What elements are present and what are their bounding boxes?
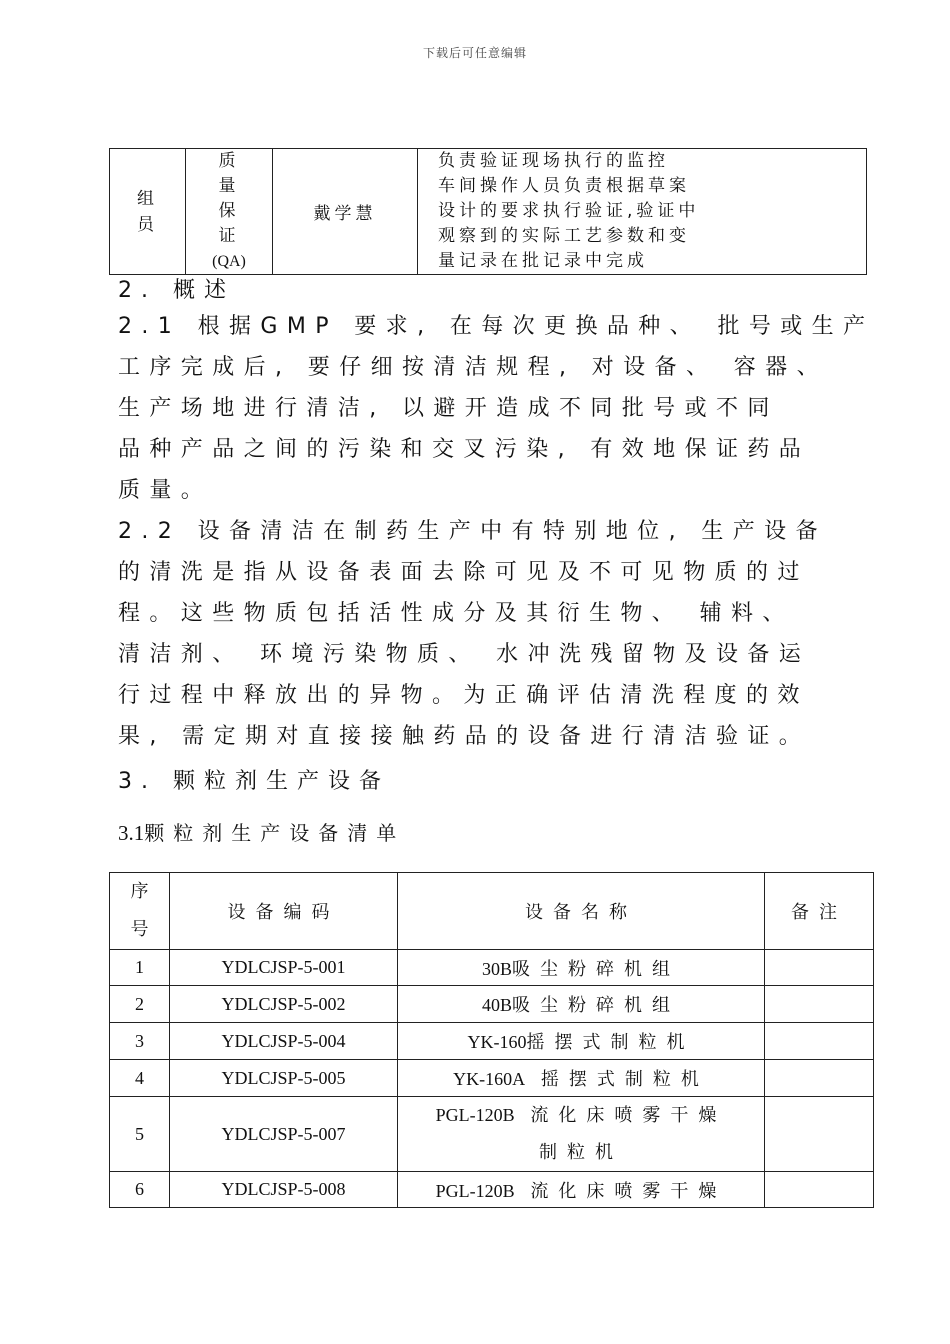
paragraph-line: 生产场地进行清洁, 以避开造成不同批号或不同 [118, 396, 779, 421]
table-row [110, 1023, 874, 1060]
paragraph-line: 工序完成后, 要仔细按清洁规程, 对设备、 容器、 [118, 355, 828, 380]
table-row [110, 1060, 874, 1097]
row-seq: 5 [110, 1097, 170, 1172]
row-name [398, 1172, 765, 1208]
row-note [765, 1097, 874, 1172]
paragraph-line: 质量。 [118, 478, 213, 503]
row-note [765, 950, 874, 986]
table-row [110, 1172, 874, 1208]
row-name [398, 986, 765, 1023]
table-row [110, 950, 874, 986]
row-model: YK-160A [453, 1069, 526, 1089]
row-code: YDLCJSP-5-004 [170, 1023, 398, 1060]
section-2-heading: 2. 概述 [118, 278, 235, 303]
qa-line: 质 [218, 151, 240, 171]
header-seq-line: 号 [130, 919, 149, 940]
row-model: 30B [481, 958, 512, 979]
row-name-line [398, 1097, 764, 1134]
header-seq-line: 序 [130, 881, 149, 902]
row-note [765, 1060, 874, 1097]
row-note [765, 1172, 874, 1208]
equipment-table [109, 872, 874, 1208]
row-model: YK-160 [467, 1032, 527, 1052]
paragraph-line: 的清洗是指从设备表面去除可见及不可见物质的过 [118, 560, 809, 585]
team-table [109, 148, 867, 275]
row-name [398, 950, 765, 986]
row-model: PGL-120B [435, 1180, 515, 1201]
table-row [110, 1097, 874, 1172]
qa-line: (QA) [212, 253, 246, 270]
table-row [110, 986, 874, 1023]
paragraph-line: 2.2 设备清洁在制药生产中有特别地位, 生产设备 [118, 519, 827, 544]
duty-line: 量记录在批记录中完成 [438, 251, 648, 271]
header-note: 备注 [765, 873, 874, 950]
role-line: 员 [137, 214, 158, 235]
duty-cell [418, 149, 867, 275]
row-model: PGL-120B [435, 1105, 515, 1125]
row-name-text: 吸尘粉碎机组 [512, 995, 680, 1016]
qa-cell [186, 149, 273, 275]
qa-line: 量 [218, 176, 240, 196]
row-code: YDLCJSP-5-007 [170, 1097, 398, 1172]
duty-line: 设计的要求执行验证,验证中 [438, 201, 700, 221]
paragraph-line: 果, 需定期对直接接触药品的设备进行清洁验证。 [118, 724, 811, 749]
section-3-1-title: 颗粒剂生产设备清单 [144, 821, 406, 845]
section-3-heading: 3. 颗粒剂生产设备 [118, 769, 390, 794]
row-seq: 3 [110, 1023, 170, 1060]
duty-line: 观察到的实际工艺参数和变 [438, 226, 690, 246]
row-name-text: 摇摆式制粒机 [526, 1032, 695, 1053]
row-name-text: 流化床喷雾干燥 [514, 1105, 727, 1126]
duty-line: 负责验证现场执行的监控 [438, 151, 669, 171]
section-2-2-paragraph [118, 511, 878, 757]
row-note [765, 986, 874, 1023]
duty-line: 车间操作人员负责根据草案 [438, 176, 690, 196]
section-2-1-paragraph [118, 306, 878, 511]
qa-line: 证 [218, 226, 240, 246]
section-3-1-number: 3.1 [118, 821, 145, 845]
role-line: 组 [137, 188, 158, 209]
header-code: 设备编码 [170, 873, 398, 950]
member-name: 戴学慧 [273, 149, 418, 275]
row-model: 40B [481, 995, 512, 1015]
role-cell [110, 149, 186, 275]
header-seq [110, 873, 170, 950]
paragraph-line: 程。这些物质包括活性成分及其衍生物、 辅料、 [118, 601, 794, 626]
row-seq: 4 [110, 1060, 170, 1097]
row-seq: 6 [110, 1172, 170, 1208]
paragraph-line: 行过程中释放出的异物。为正确评估清洗程度的效 [118, 683, 809, 708]
row-note [765, 1023, 874, 1060]
row-code: YDLCJSP-5-005 [170, 1060, 398, 1097]
row-name [398, 1023, 765, 1060]
row-code: YDLCJSP-5-002 [170, 986, 398, 1023]
section-3-1-heading [118, 817, 878, 846]
row-seq: 1 [110, 950, 170, 986]
row-seq: 2 [110, 986, 170, 1023]
row-name-text: 吸尘粉碎机组 [512, 958, 680, 980]
paragraph-line: 品种产品之间的污染和交叉污染, 有效地保证药品 [118, 437, 811, 462]
row-name [398, 1060, 765, 1097]
row-code: YDLCJSP-5-008 [170, 1172, 398, 1208]
row-name [398, 1097, 765, 1172]
page-header: 下载后可任意编辑 [422, 46, 527, 60]
qa-line: 保 [218, 201, 240, 221]
row-name-line: 制粒机 [539, 1142, 623, 1163]
row-name-text: 流化床喷雾干燥 [514, 1180, 727, 1202]
table-header-row [110, 873, 874, 950]
row-name-text: 摇摆式制粒机 [525, 1069, 709, 1090]
paragraph-line: 清洁剂、 环境污染物质、 水冲洗残留物及设备运 [118, 642, 811, 667]
row-code: YDLCJSP-5-001 [170, 950, 398, 986]
header-name: 设备名称 [398, 873, 765, 950]
paragraph-line: 2.1 根据GMP 要求, 在每次更换品种、 批号或生产 [118, 314, 875, 339]
